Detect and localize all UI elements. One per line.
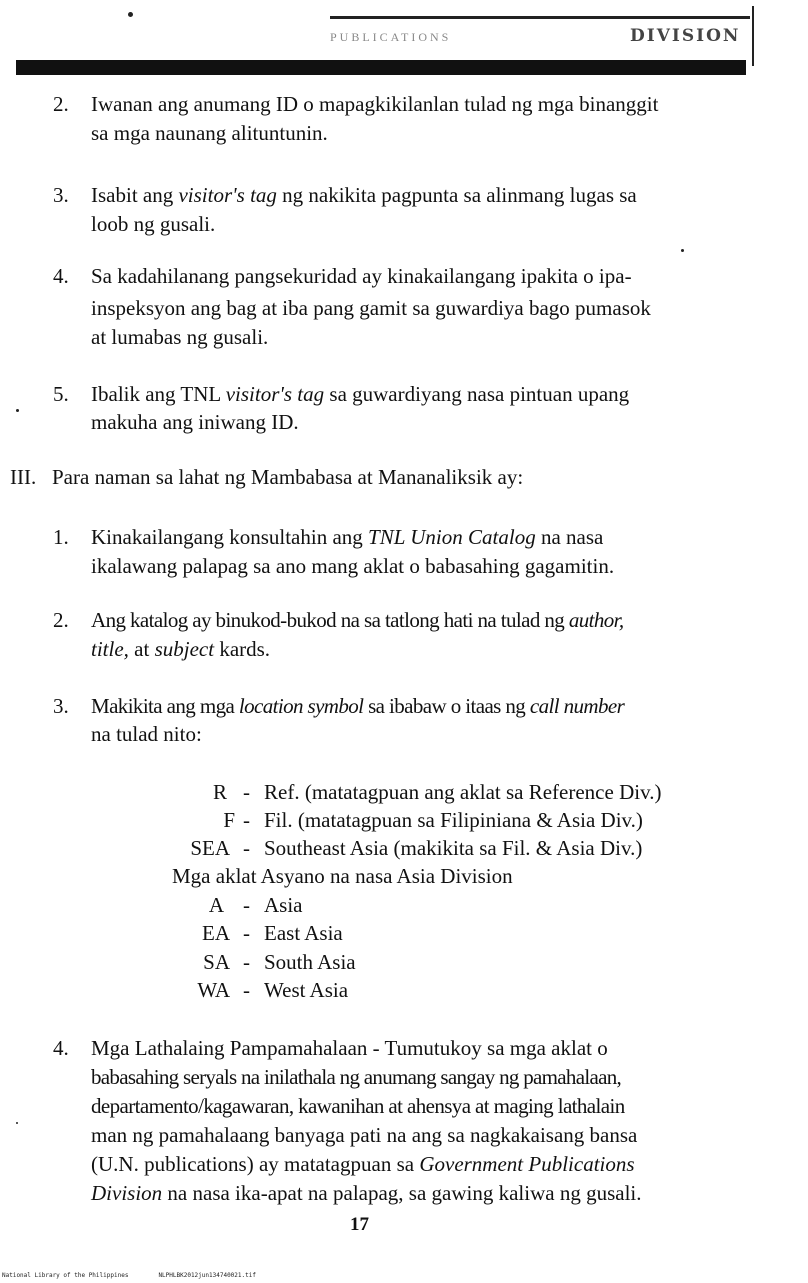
- item-number: 4.: [53, 1036, 69, 1060]
- speck: [128, 12, 133, 17]
- separator: -: [243, 808, 250, 832]
- location-symbol: A: [208, 893, 224, 917]
- item-text: babasahing seryals na inilathala ng anumang sangay ng pamahalaan,: [91, 1065, 622, 1089]
- item-text: Makikita ang mga location symbol sa ibabaw o itaas ng call number: [91, 694, 625, 718]
- item-text: man ng pamahalaang banyaga pati na ang sa nagkakaisang bansa: [91, 1123, 638, 1147]
- item-text: Ang katalog ay binukod-bukod na sa tatlong hati na tulad ng author,: [91, 608, 624, 632]
- item-number: 1.: [53, 525, 69, 549]
- item-number: 3.: [53, 183, 69, 207]
- location-symbol: R: [212, 780, 227, 804]
- separator: -: [243, 921, 250, 945]
- separator: -: [243, 836, 250, 860]
- page-number: 17: [350, 1214, 369, 1235]
- symbol-description: East Asia: [264, 921, 343, 945]
- item-text: inspeksyon ang bag at iba pang gamit sa guwardiya bago pumasok: [91, 296, 651, 320]
- item-text: Division na nasa ika-apat na palapag, sa gawing kaliwa ng gusali.: [91, 1181, 642, 1205]
- separator: -: [243, 950, 250, 974]
- separator: -: [243, 978, 250, 1002]
- section-number: III.: [10, 465, 37, 489]
- item-text: ikalawang palapag sa ano mang aklat o babasahing gagamitin.: [91, 554, 615, 578]
- header-bar: [16, 60, 746, 75]
- separator: -: [243, 893, 250, 917]
- symbol-description: Asia: [264, 893, 303, 917]
- item-text: at lumabas ng gusali.: [91, 325, 269, 349]
- location-symbol: WA: [197, 978, 230, 1002]
- item-number: 5.: [53, 382, 69, 406]
- separator: -: [243, 780, 250, 804]
- item-text: Sa kadahilanang pangsekuridad ay kinakailangang ipakita o ipa-: [91, 264, 632, 288]
- location-symbol: SA: [203, 950, 230, 974]
- item-text: sa mga naunang alituntunin.: [91, 121, 328, 145]
- symbol-description: West Asia: [264, 978, 349, 1002]
- location-symbol: SEA: [190, 836, 230, 860]
- item-text: Mga Lathalaing Pampamahalaan - Tumutukoy sa mga aklat o: [91, 1036, 608, 1060]
- location-symbol: F: [223, 808, 235, 832]
- speck: [16, 409, 19, 412]
- asia-heading: Mga aklat Asyano na nasa Asia Division: [172, 864, 513, 888]
- item-text: title, at subject kards.: [91, 637, 271, 661]
- section-heading: Para naman sa lahat ng Mambabasa at Mananaliksik ay:: [52, 465, 524, 489]
- scan-footer: National Library of the Philippines NLPHLBK2012jun134740021.tif: [2, 1272, 256, 1279]
- header-stamp: DIVISION: [630, 26, 741, 46]
- header-faint-text: PUBLICATIONS: [330, 30, 452, 44]
- item-text: (U.N. publications) ay matatagpuan sa Government Publications: [91, 1152, 635, 1176]
- item-text: loob ng gusali.: [91, 212, 216, 236]
- item-text: makuha ang iniwang ID.: [91, 410, 299, 434]
- item-text: Kinakailangang konsultahin ang TNL Union Catalog na nasa: [91, 525, 604, 549]
- symbol-description: Ref. (matatagpuan ang aklat sa Reference Div.): [264, 780, 662, 804]
- speck: [16, 1122, 18, 1124]
- item-text: departamento/kagawaran, kawanihan at ahensya at maging lathalain: [91, 1094, 625, 1118]
- item-number: 3.: [53, 694, 69, 718]
- location-symbol: EA: [202, 921, 230, 945]
- symbol-description: Fil. (matatagpuan sa Filipiniana & Asia Div.): [264, 808, 643, 832]
- item-number: 2.: [53, 608, 69, 632]
- item-number: 4.: [53, 264, 69, 288]
- header-rule: [330, 16, 750, 19]
- symbol-description: Southeast Asia (makikita sa Fil. & Asia Div.): [264, 836, 643, 860]
- header-edge: [752, 6, 754, 66]
- item-text: na tulad nito:: [91, 722, 202, 746]
- item-text: Ibalik ang TNL visitor's tag sa guwardiyang nasa pintuan upang: [91, 382, 630, 406]
- item-text: Iwanan ang anumang ID o mapagkikilanlan tulad ng mga binanggit: [91, 92, 659, 116]
- symbol-description: South Asia: [264, 950, 356, 974]
- item-text: Isabit ang visitor's tag ng nakikita pagpunta sa alinmang lugas sa: [91, 183, 637, 207]
- item-number: 2.: [53, 92, 69, 116]
- speck: [681, 249, 684, 252]
